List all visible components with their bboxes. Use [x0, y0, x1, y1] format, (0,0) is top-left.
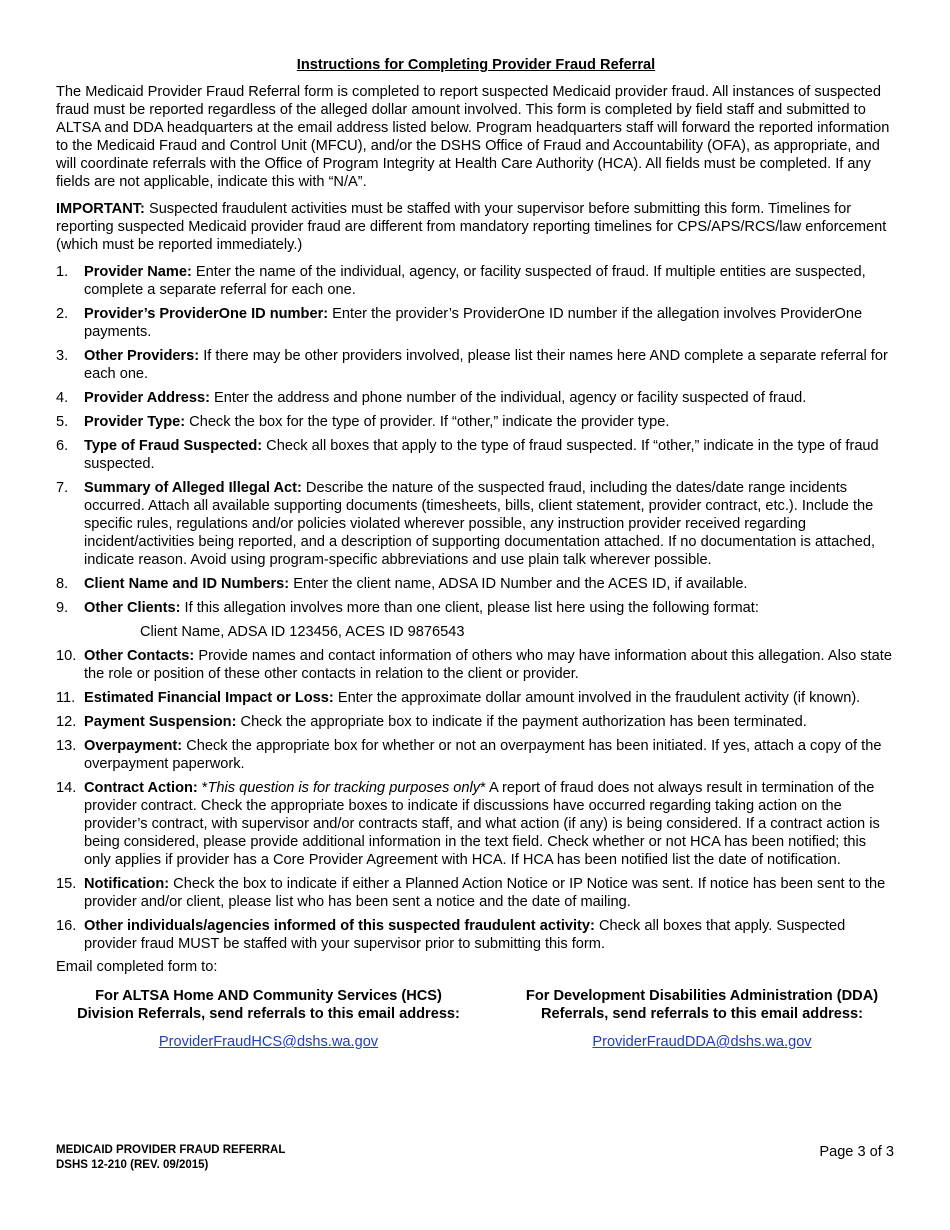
- item-number: 15.: [56, 876, 77, 892]
- page-number: Page 3 of 3: [819, 1144, 894, 1160]
- dda-email-link[interactable]: ProviderFraudDDA@dshs.wa.gov: [592, 1034, 812, 1050]
- item-body: [84, 479, 896, 569]
- item-text-prefix: *: [197, 780, 208, 796]
- item-label: Provider Name:: [84, 264, 192, 280]
- item-number: 1.: [56, 264, 69, 280]
- intro-paragraph: The Medicaid Provider Fraud Referral form is completed to report suspected Medicaid provider fraud. All instances of suspected fraud must be reported regardless of the alleged dollar amount involved. This form is completed by field staff and submitted to ALTSA and DDA headquarters at the email address listed below. Program headquarters staff will forward the reported information to the Medicaid Fraud and Control Unit (MFCU), and/or the DSHS Office of Fraud and Accountability (OFA), as appropriate, and will coordinate referrals with the Office of Program Integrity at Health Care Authority (HCA). All fields must be completed. If any fields are not applicable, indicate this with “N/A”.: [56, 84, 890, 190]
- instruction-list: [56, 263, 896, 953]
- item-label: Notification:: [84, 876, 170, 892]
- list-item: [56, 647, 896, 683]
- page-footer: [56, 1143, 896, 1173]
- item-body: [84, 737, 896, 773]
- item-text: Check all boxes that apply to the type of fraud suspected. If “other,” indicate in the type of fraud suspected.: [84, 438, 879, 472]
- important-label: IMPORTANT:: [56, 201, 145, 217]
- item-number: 9.: [56, 600, 69, 616]
- item-text: Check the box to indicate if either a Planned Action Notice or IP Notice was sent. If notice has been sent to the provider and/or client, please list who has been sent a notice and the date of mailing.: [84, 876, 886, 910]
- list-item: [56, 599, 896, 641]
- item-text: Check the appropriate box to indicate if the payment authorization has been terminated.: [236, 714, 807, 730]
- item-italic-note: This question is for tracking purposes only: [207, 780, 481, 796]
- item-body: [84, 437, 896, 473]
- item-number: 6.: [56, 438, 69, 454]
- item-text: Describe the nature of the suspected fraud, including the dates/date range incidents occurred. Attach all available supporting documents (timesheets, bills, client statement, provider contract, etc.). Include the specific rules, regulations and/or policies violated wherever possible, any instruction provider received regarding incident/activities being reported, and a description of supporting documentation attached. If no documentation is attached, indicate reason. Avoid using program-specific abbreviations and use plain talk wherever possible.: [84, 480, 875, 568]
- list-item: [56, 917, 896, 953]
- list-item: [56, 347, 896, 383]
- list-item: [56, 737, 896, 773]
- footer-form-id: DSHS 12-210 (REV. 09/2015): [56, 1159, 209, 1171]
- item-text: Provide names and contact information of others who may have information about this allegation. Also state the role or position of these other contacts in relation to the client or provider.: [84, 648, 892, 682]
- item-number: 12.: [56, 714, 77, 730]
- item-text: If there may be other providers involved, please list their names here AND complete a separate referral for each one.: [84, 348, 888, 382]
- item-label: Overpayment:: [84, 738, 183, 754]
- item-body: [84, 413, 896, 431]
- list-item: [56, 437, 896, 473]
- item-label: Provider Address:: [84, 390, 210, 406]
- item-number: 16.: [56, 918, 77, 934]
- item-label: Estimated Financial Impact or Loss:: [84, 690, 334, 706]
- item-body: [84, 713, 896, 731]
- item-number: 7.: [56, 480, 69, 496]
- item-label: Other Clients:: [84, 600, 181, 616]
- contact-section: [56, 987, 896, 1051]
- item-label: Other Providers:: [84, 348, 200, 364]
- item-body: [84, 305, 896, 341]
- item-body: [84, 917, 896, 953]
- item-label: Provider’s ProviderOne ID number:: [84, 306, 329, 322]
- list-item: [56, 875, 896, 911]
- item-text: Check the appropriate box for whether or not an overpayment has been initiated. If yes, attach a copy of the overpayment paperwork.: [84, 738, 882, 772]
- item-text: Enter the name of the individual, agency, or facility suspected of fraud. If multiple entities are suspected, complete a separate referral for each one.: [84, 264, 866, 298]
- item-label: Type of Fraud Suspected:: [84, 438, 263, 454]
- item-text: Check the box for the type of provider. If “other,” indicate the provider type.: [185, 414, 670, 430]
- item-label: Other Contacts:: [84, 648, 195, 664]
- item-body: [84, 575, 896, 593]
- item-label: Contract Action:: [84, 780, 198, 796]
- item-label: Provider Type:: [84, 414, 186, 430]
- item-number: 4.: [56, 390, 69, 406]
- list-item: [56, 689, 896, 707]
- page-title: Instructions for Completing Provider Fraud Referral: [296, 57, 656, 73]
- dda-contact: [502, 987, 902, 1051]
- item-number: 8.: [56, 576, 69, 592]
- item-label: Client Name and ID Numbers:: [84, 576, 290, 592]
- list-item: [56, 713, 896, 731]
- item-number: 5.: [56, 414, 69, 430]
- item-number: 13.: [56, 738, 77, 754]
- item-body: [84, 647, 896, 683]
- item-body: [84, 389, 896, 407]
- list-item: [56, 575, 896, 593]
- list-item: [56, 305, 896, 341]
- item-text: Enter the address and phone number of the individual, agency or facility suspected of fraud.: [209, 390, 807, 406]
- hcs-heading-line-2: Division Referrals, send referrals to this email address:: [77, 1006, 460, 1022]
- item-number: 11.: [56, 690, 76, 706]
- list-item: [56, 779, 896, 869]
- item-body: [84, 779, 896, 869]
- hcs-email-link[interactable]: ProviderFraudHCS@dshs.wa.gov: [158, 1034, 379, 1050]
- item-body: [84, 599, 896, 641]
- item-text: * A report of fraud does not always result in termination of the provider contract. Check the appropriate boxes to indicate if discussions have occurred regarding taking action on the provider’s contract, with supervisor and/or contracts staff, and what action (if any) is being considered. If a contract action is being considered, please provide additional information in the text field. Check whether or not HCA has been notified; this only applies if provider has a Core Provider Agreement with HCA. If HCA has been notified list the date of notification.: [84, 780, 880, 868]
- item-number: 2.: [56, 306, 69, 322]
- important-text: Suspected fraudulent activities must be staffed with your supervisor before submitting this form. Timelines for reporting suspected Medicaid provider fraud are different from mandatory reporting timelines for CPS/APS/RCS/law enforcement (which must be reported immediately.): [56, 201, 887, 253]
- list-item: [56, 389, 896, 407]
- item-body: [84, 689, 896, 707]
- item-number: 10.: [56, 648, 77, 664]
- item-body: [84, 347, 896, 383]
- footer-form-name: MEDICAID PROVIDER FRAUD REFERRAL: [56, 1144, 286, 1156]
- item-label: Summary of Alleged Illegal Act:: [84, 480, 302, 496]
- item-body: [84, 263, 896, 299]
- important-paragraph: [56, 200, 896, 254]
- list-item: [56, 413, 896, 431]
- item-number: 14.: [56, 780, 77, 796]
- item-text: Enter the client name, ADSA ID Number and the ACES ID, if available.: [289, 576, 748, 592]
- item-label: Payment Suspension:: [84, 714, 237, 730]
- list-item: [56, 479, 896, 569]
- item-text: Enter the provider’s ProviderOne ID number if the allegation involves ProviderOne payments.: [84, 306, 863, 340]
- item-text: Enter the approximate dollar amount involved in the fraudulent activity (if known).: [333, 690, 861, 706]
- item-text: If this allegation involves more than one client, please list here using the following format:: [180, 600, 759, 616]
- dda-heading-line-2: Referrals, send referrals to this email address:: [540, 1006, 863, 1022]
- list-item: [56, 263, 896, 299]
- instructions-page: [56, 56, 896, 1051]
- item-text: Check all boxes that apply. Suspected provider fraud MUST be staffed with your supervisor prior to submitting this form.: [84, 918, 846, 952]
- item-label: Other individuals/agencies informed of this suspected fraudulent activity:: [84, 918, 595, 934]
- item-body: [84, 875, 896, 911]
- hcs-heading-line-1: For ALTSA Home AND Community Services (HCS): [95, 988, 442, 1004]
- item-number: 3.: [56, 348, 69, 364]
- email-instruction: Email completed form to:: [56, 959, 218, 975]
- hcs-contact: [56, 987, 481, 1051]
- dda-heading-line-1: For Development Disabilities Administration (DDA): [525, 988, 879, 1004]
- client-format-example: Client Name, ADSA ID 123456, ACES ID 9876543: [140, 624, 465, 640]
